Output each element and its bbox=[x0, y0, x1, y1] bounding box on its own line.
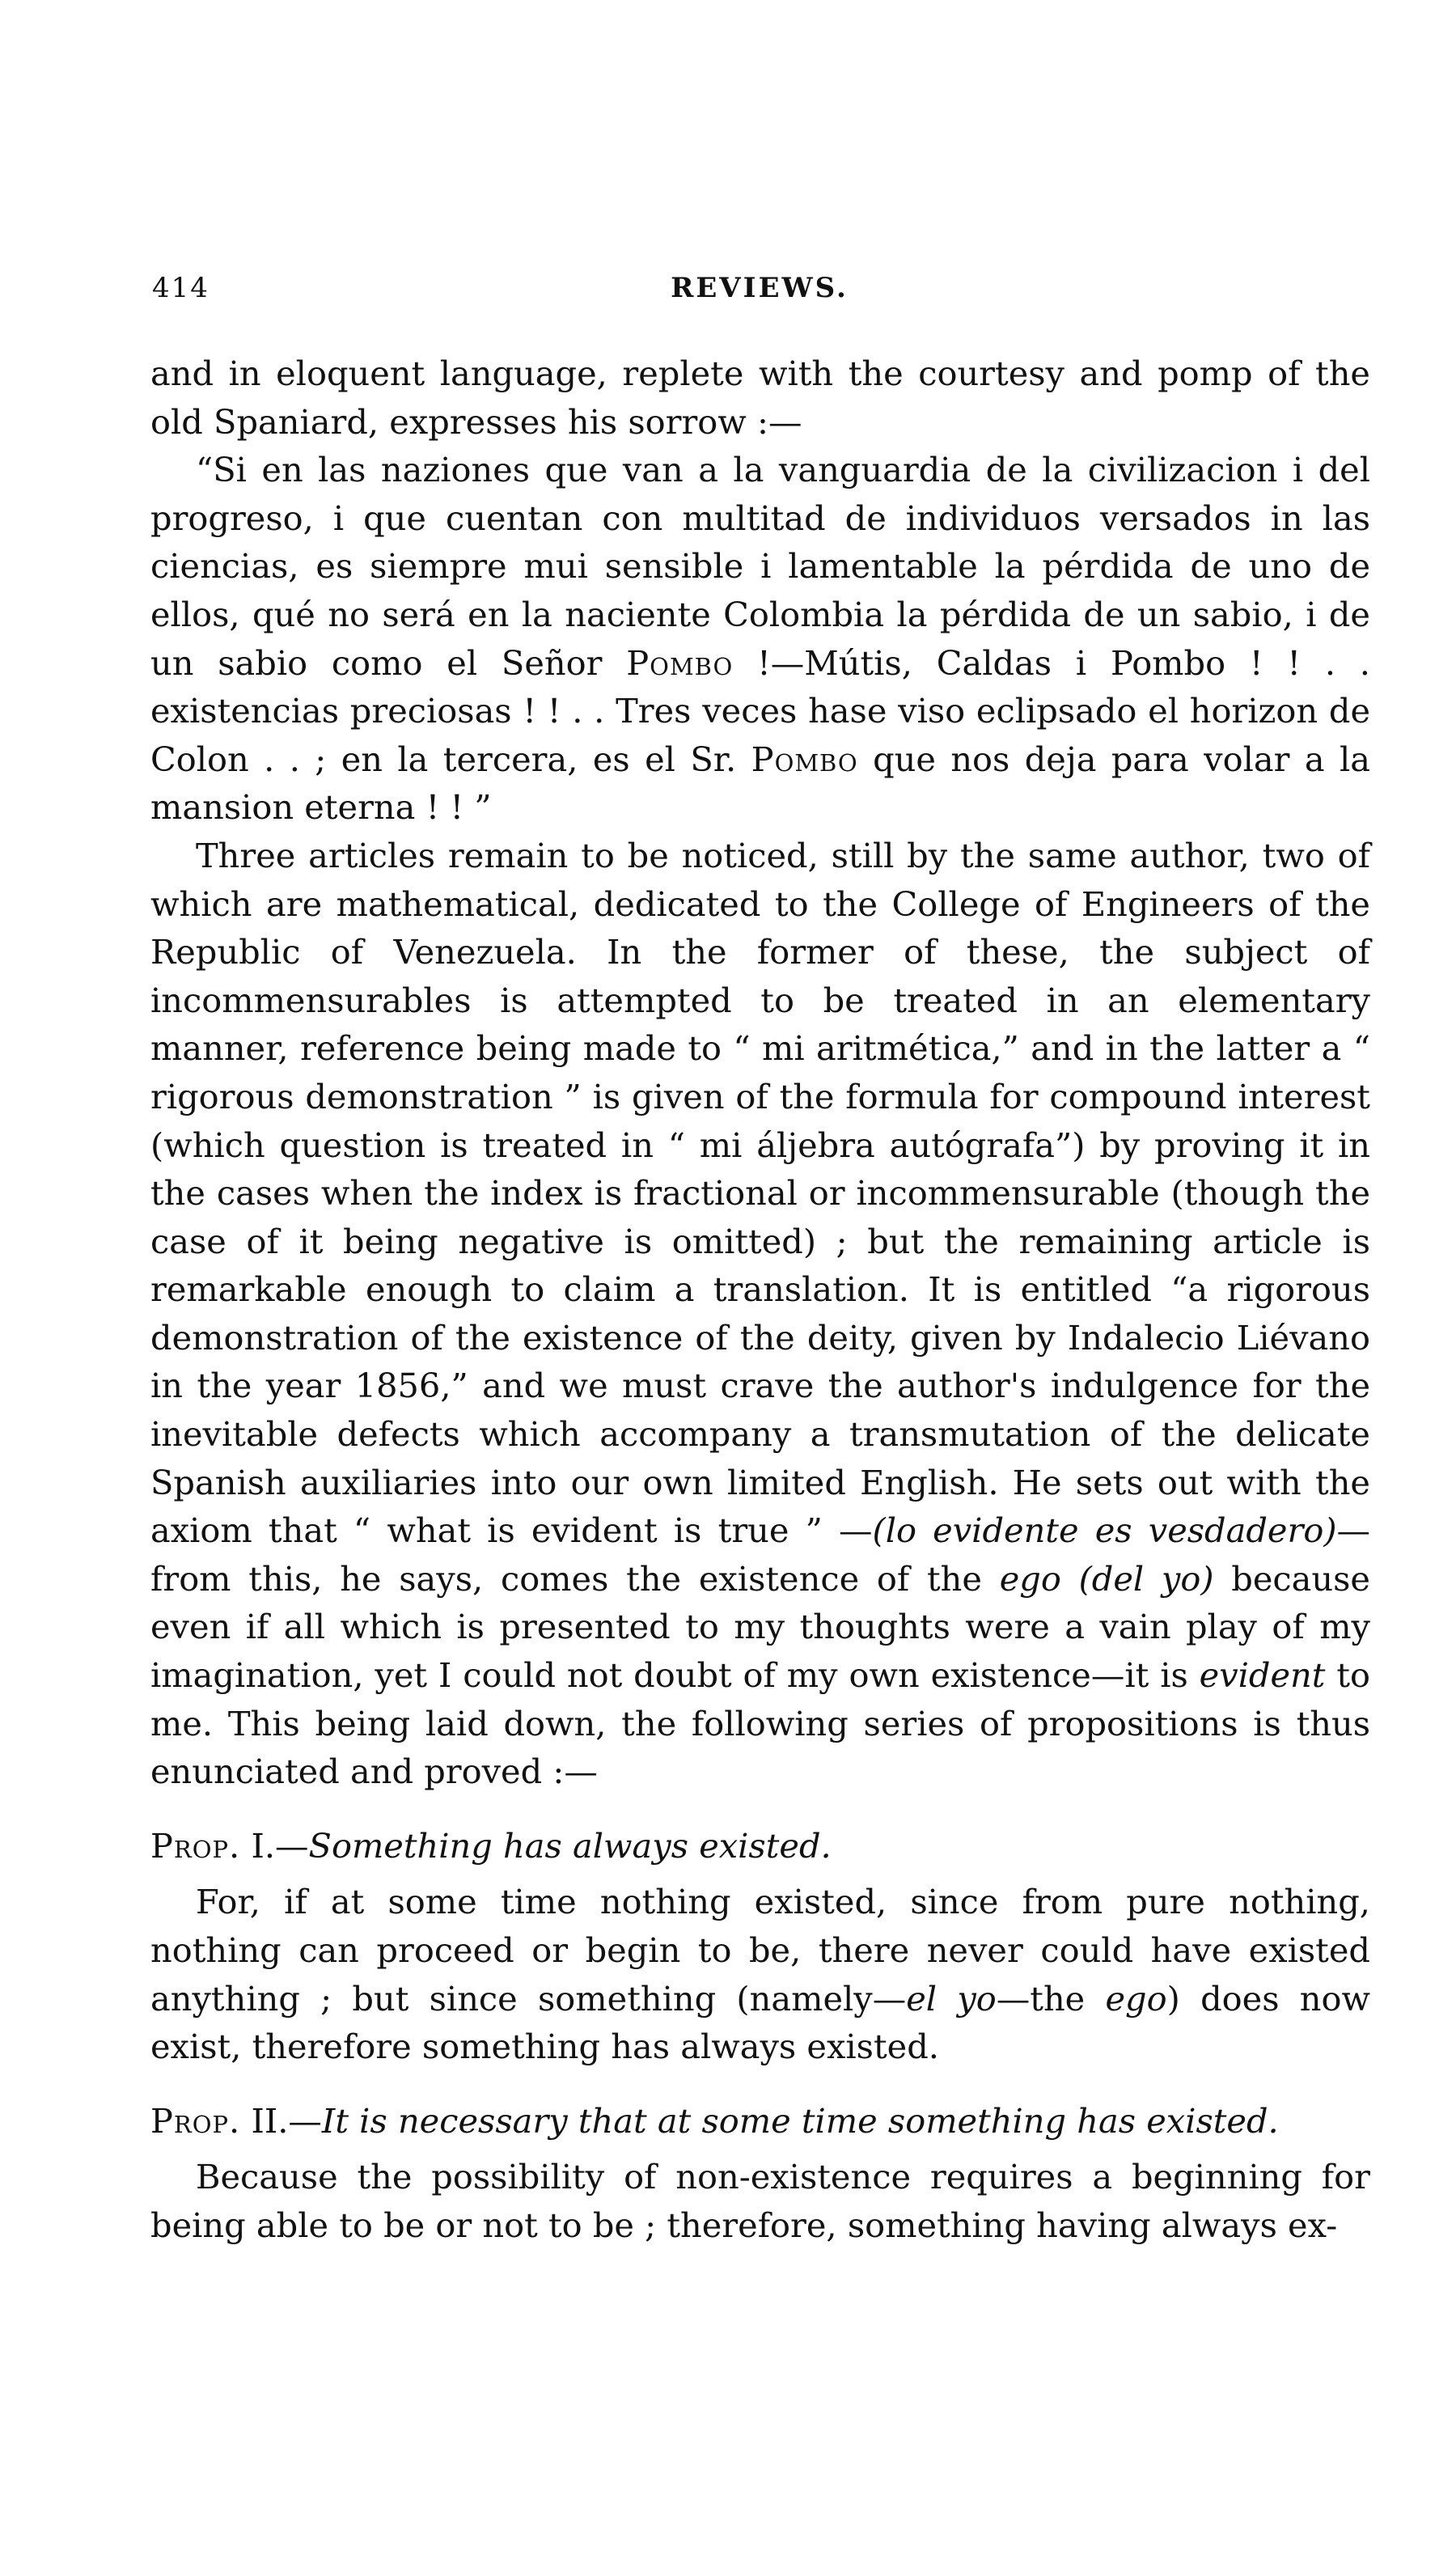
proposition-2-proof: Because the possibility of non-existence requires a beginning for being able to be or not to be ; therefore, something having always ex- bbox=[150, 2157, 1370, 2245]
proposition-1-proof: For, if at some time nothing existed, since from pure nothing, nothing can proceed or begin to be, there never could have existed anything ; but since something (namely—el yo—the ego) does now exist, therefore something has always existed. bbox=[150, 1882, 1370, 2067]
proposition-1-heading: Prop. I.—Something has always existed. bbox=[150, 1825, 832, 1866]
page-number: 414 bbox=[152, 272, 210, 304]
paragraph-continuation: and in eloquent language, replete with the courtesy and pomp of the old Spaniard, expresses his sorrow :— bbox=[150, 354, 1370, 442]
proposition-2-heading: Prop. II.—It is necessary that at some time something has existed. bbox=[150, 2100, 1279, 2141]
pombo-small-caps: Pombo bbox=[626, 642, 734, 683]
running-title: REVIEWS. bbox=[671, 272, 849, 304]
running-head bbox=[152, 272, 1367, 320]
pombo-small-caps: Pombo bbox=[751, 739, 858, 779]
spanish-quotation: “Si en las naziones que van a la vanguardia de la civilizacion i del progreso, i que cuentan con multitad de individuos versados in las ciencias, es siempre mui sensible i lamentable la pérdida de uno de ellos, qué no será en la naciente Colombia la pérdida de un sabio, i de un sabio como el Señor Pombo !—Mútis, Caldas i Pombo ! ! . . existencias preciosas ! ! . . Tres veces hase viso eclipsado el horizon de Colon . . ; en la tercera, es el Sr. Pombo que nos deja para volar a la mansion eterna ! ! ” bbox=[150, 450, 1370, 828]
body-text bbox=[150, 350, 1370, 2250]
paragraph-articles: Three articles remain to be noticed, still by the same author, two of which are mathematical, dedicated to the College of Engineers of the Republic of Venezuela. In the former of these, the subject of incommensurables is attempted to be treated in an elementary manner, reference being made to “ mi aritmética,” and in the latter a “ rigorous demonstration ” is given of the formula for compound interest (which question is treated in “ mi áljebra autógrafa”) by proving it in the cases when the index is fractional or incommensurable (though the case of it being negative is omitted) ; but the remaining article is remarkable enough to claim a translation. It is entitled “a rigorous demonstration of the existence of the deity, given by Indalecio Liévano in the year 1856,” and we must crave the author's indulgence for the inevitable defects which accompany a transmutation of the delicate Spanish auxiliaries into our own limited English. He sets out with the axiom that “ what is evident is true ” —(lo evidente es vesdadero)—from this, he says, comes the existence of the ego (del yo) because even if all which is presented to my thoughts were a vain play of my imagination, yet I could not doubt of my own existence—it is evident to me. This being laid down, the following series of propositions is thus enunciated and proved :— bbox=[150, 835, 1371, 1792]
